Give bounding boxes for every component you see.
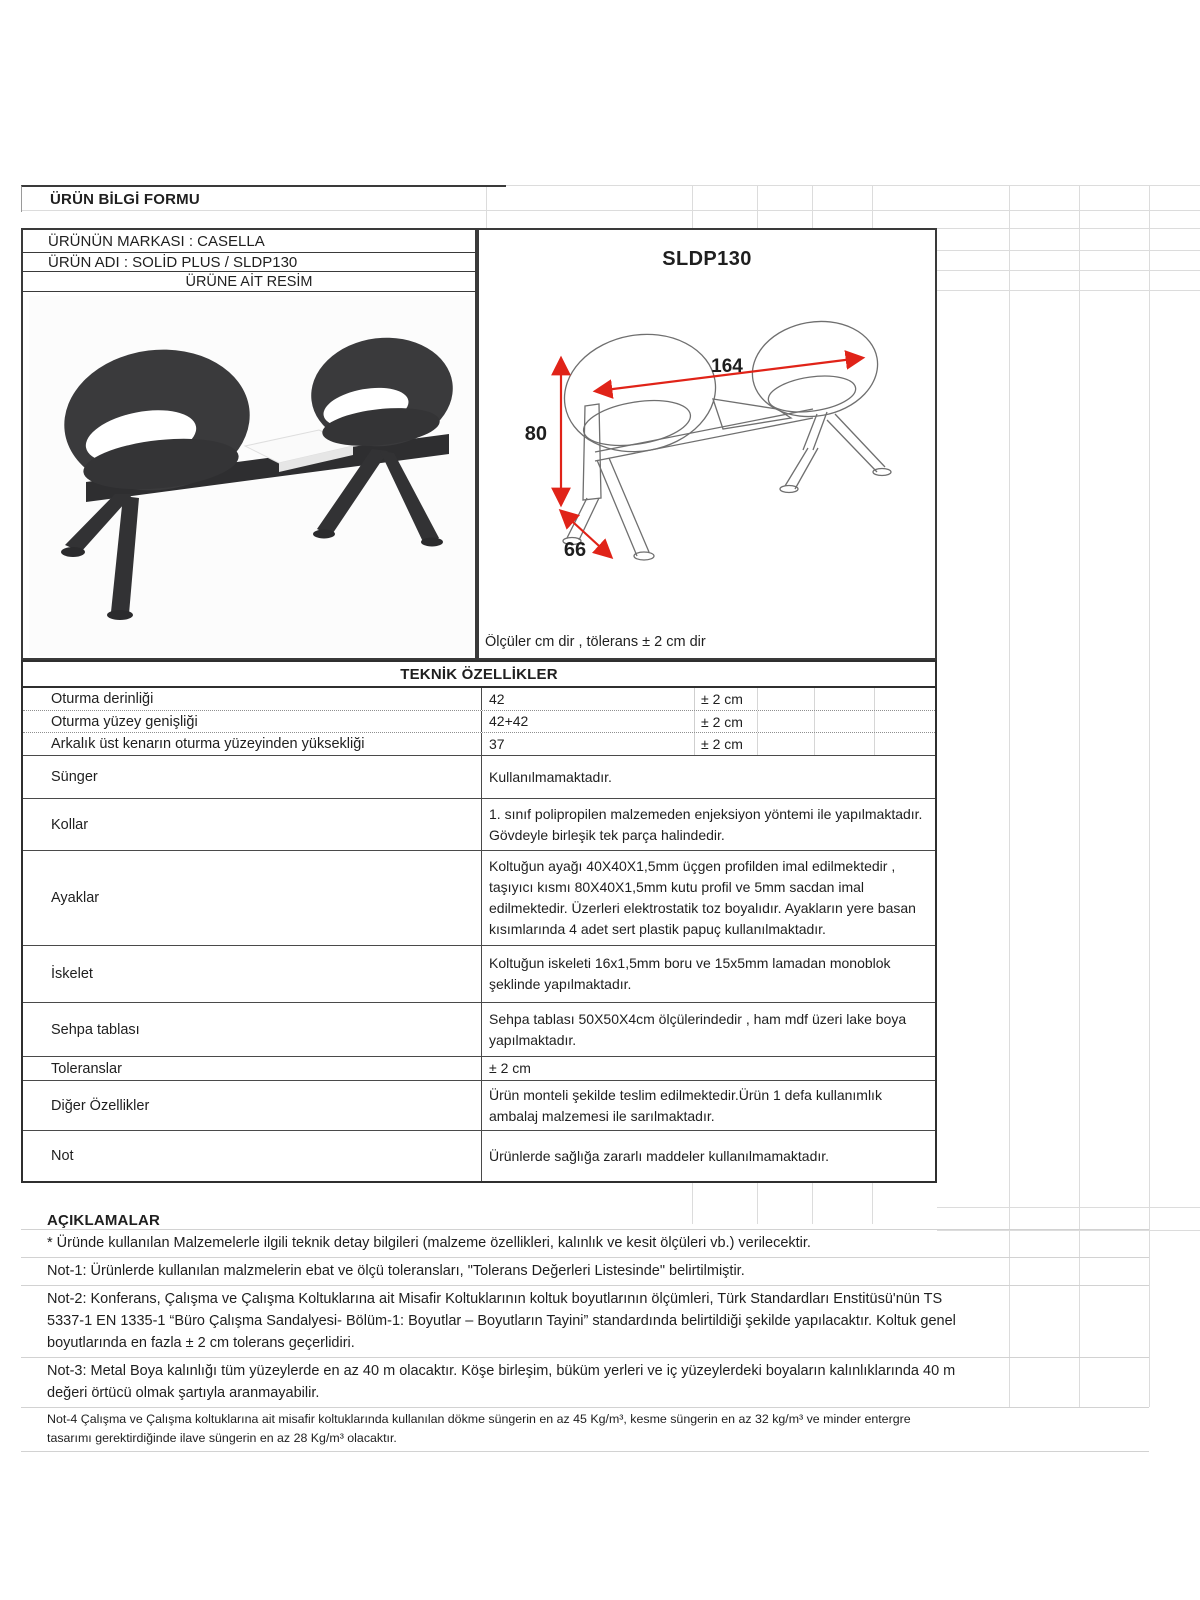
gridline <box>937 290 1200 291</box>
spec-tolerance: ± 2 cm <box>694 711 757 732</box>
dim-height-label: 80 <box>524 423 547 445</box>
spec-value: ± 2 cm <box>489 1060 531 1076</box>
spec-label: Ayaklar <box>23 851 482 945</box>
note-line: tasarımı gerektirdiğinde ilave süngerin en az 28 Kg/m³ olacaktır. <box>47 1431 397 1445</box>
product-info-box <box>21 228 477 660</box>
note-item <box>21 1230 1149 1258</box>
spec-row-other <box>23 1080 935 1130</box>
note-item <box>21 1408 1149 1452</box>
spec-row-legs <box>23 850 935 945</box>
technical-drawing-box <box>477 228 937 660</box>
empty-cell <box>757 733 815 755</box>
spec-value: Koltuğun iskeleti 16x1,5mm boru ve 15x5mm lamadan monoblok şeklinde yapılmaktadır. <box>489 955 891 992</box>
explanations-section <box>21 1207 1149 1452</box>
explanations-header: AÇIKLAMALAR <box>21 1207 1149 1230</box>
dim-width-label: 164 <box>711 356 743 377</box>
gridline <box>477 185 1200 186</box>
spec-label: Sünger <box>23 756 482 798</box>
gridline <box>812 185 813 228</box>
empty-cell <box>814 688 875 710</box>
empty-cell <box>874 733 937 755</box>
spec-label: Oturma yüzey genişliği <box>23 711 482 732</box>
spec-row-arms <box>23 798 935 850</box>
note-line: Not-2: Konferans, Çalışma ve Çalışma Koltuklarına ait Misafir Koltuklarının koltuk boyutlarının ölçümleri, Türk Standardları Enstitüsü'nün TS <box>47 1291 943 1307</box>
spec-value: Ürün monteli şekilde teslim edilmektedir.Ürün 1 defa kullanımlık ambalaj malzemesi ile sarılmaktadır. <box>489 1086 882 1124</box>
gridline <box>937 250 1200 251</box>
empty-cell <box>757 688 815 710</box>
form-title: ÜRÜN BİLGİ FORMU <box>21 185 506 212</box>
note-line: Not-3: Metal Boya kalınlığı tüm yüzeylerde en az 40 m olacaktır. Köşe birleşim, büküm yerleri ve iç yüzeylerdeki boyaların kalınlıklarında 40 m <box>47 1363 956 1379</box>
gridline <box>937 270 1200 271</box>
spec-value: 1. sınıf polipropilen malzemeden enjeksiyon yöntemi ile yapılmaktadır. Gövdeyle birleşik tek parça halindedir. <box>489 805 923 843</box>
spec-value: 42+42 <box>489 713 529 729</box>
specs-table <box>21 660 937 1183</box>
spec-row-table-top <box>23 1002 935 1056</box>
product-photo <box>29 296 473 656</box>
spec-tolerance: ± 2 cm <box>694 688 757 710</box>
brand-row: ÜRÜNÜN MARKASI : CASELLA <box>23 230 475 253</box>
note-line: Not-1: Ürünlerde kullanılan malzmelerin ebat ve ölçü toleransları, "Tolerans Değerleri Listesinde" belirtilmiştir. <box>47 1263 745 1279</box>
drawing-caption: Ölçüler cm dir , tölerans ± 2 cm dir <box>485 634 706 650</box>
spec-value: Ürünlerde sağlığa zararlı maddeler kullanılmamaktadır. <box>489 1147 830 1164</box>
model-title: SLDP130 <box>662 248 752 270</box>
spec-label: Diğer Özellikler <box>23 1081 482 1130</box>
gridline <box>757 185 758 228</box>
spec-value: 42 <box>489 690 505 707</box>
spec-label: İskelet <box>23 946 482 1002</box>
spec-row-tolerances <box>23 1056 935 1080</box>
spec-label: Arkalık üst kenarın oturma yüzeyinden yüksekliği <box>23 733 482 755</box>
spec-label: Toleranslar <box>23 1057 482 1080</box>
spec-label: Kollar <box>23 799 482 850</box>
spec-label: Not <box>23 1131 482 1181</box>
spec-row-foam <box>23 755 935 798</box>
dim-depth-label: 66 <box>563 539 587 561</box>
spec-tolerance: ± 2 cm <box>694 733 757 755</box>
gridline <box>937 228 1200 229</box>
spec-row-frame <box>23 945 935 1002</box>
note-line: * Üründe kullanılan Malzemelerle ilgili teknik detay bilgileri (malzeme özellikleri, kalınlık ve kesit ölçüleri vb.) verilecektir. <box>47 1235 811 1251</box>
empty-cell <box>814 733 875 755</box>
spec-row-note <box>23 1130 935 1181</box>
empty-cell <box>874 688 937 710</box>
spec-row-seat-depth <box>23 688 935 710</box>
note-item <box>21 1358 1149 1408</box>
spec-row-seat-width <box>23 710 935 732</box>
note-line: boyutlarında en fazla ± 2 cm tolerans geçerlidiri. <box>47 1335 355 1351</box>
note-item <box>21 1258 1149 1286</box>
empty-cell <box>814 711 875 732</box>
empty-cell <box>874 711 937 732</box>
empty-cell <box>757 711 815 732</box>
spec-row-backrest-height <box>23 732 935 755</box>
note-line: 5337-1 EN 1335-1 “Büro Çalışma Sandalyesi- Bölüm-1: Boyutlar – Boyutların Tayini” standardında belirtildiği şekilde yapılacaktır. Koltuk genel <box>47 1313 956 1329</box>
spec-value: Kullanılmamaktadır. <box>489 768 612 785</box>
specs-header: TEKNİK ÖZELLİKLER <box>23 662 935 688</box>
gridline <box>872 185 873 228</box>
product-name-row: ÜRÜN ADI : SOLİD PLUS / SLDP130 <box>23 254 475 272</box>
image-header-row: ÜRÜNE AİT RESİM <box>23 273 475 292</box>
spec-value: Koltuğun ayağı 40X40X1,5mm üçgen profilden imal edilmektedir , taşıyıcı kısmı 80X40X1,5mm kutu profil ve 5mm sacdan imal edilmektedir. Üzerleri elektrostatik toz boyalıdır. Ayakların yere basan kısımlarında 4 adet sert plastik papuç kullanılmaktadır. <box>489 858 916 937</box>
spec-value: Sehpa tablası 50X50X4cm ölçülerindedir , ham mdf üzeri lake boya yapılmaktadır. <box>489 1010 907 1048</box>
note-item <box>21 1286 1149 1358</box>
technical-drawing <box>479 290 937 630</box>
gridline <box>1149 185 1150 1407</box>
spec-value: 37 <box>489 735 505 752</box>
note-line: Not-4 Çalışma ve Çalışma koltuklarına ait misafir koltuklarında kullanılan dökme süngerin en az 45 Kg/m³, kesme süngerin en az 32 kg/m³ ve minder entergre <box>47 1412 911 1426</box>
spec-label: Oturma derinliği <box>23 688 482 710</box>
gridline <box>692 185 693 228</box>
spec-label: Sehpa tablası <box>23 1003 482 1056</box>
note-line: değeri örtücü olmak şartıyla aranmayabilir. <box>47 1385 320 1401</box>
